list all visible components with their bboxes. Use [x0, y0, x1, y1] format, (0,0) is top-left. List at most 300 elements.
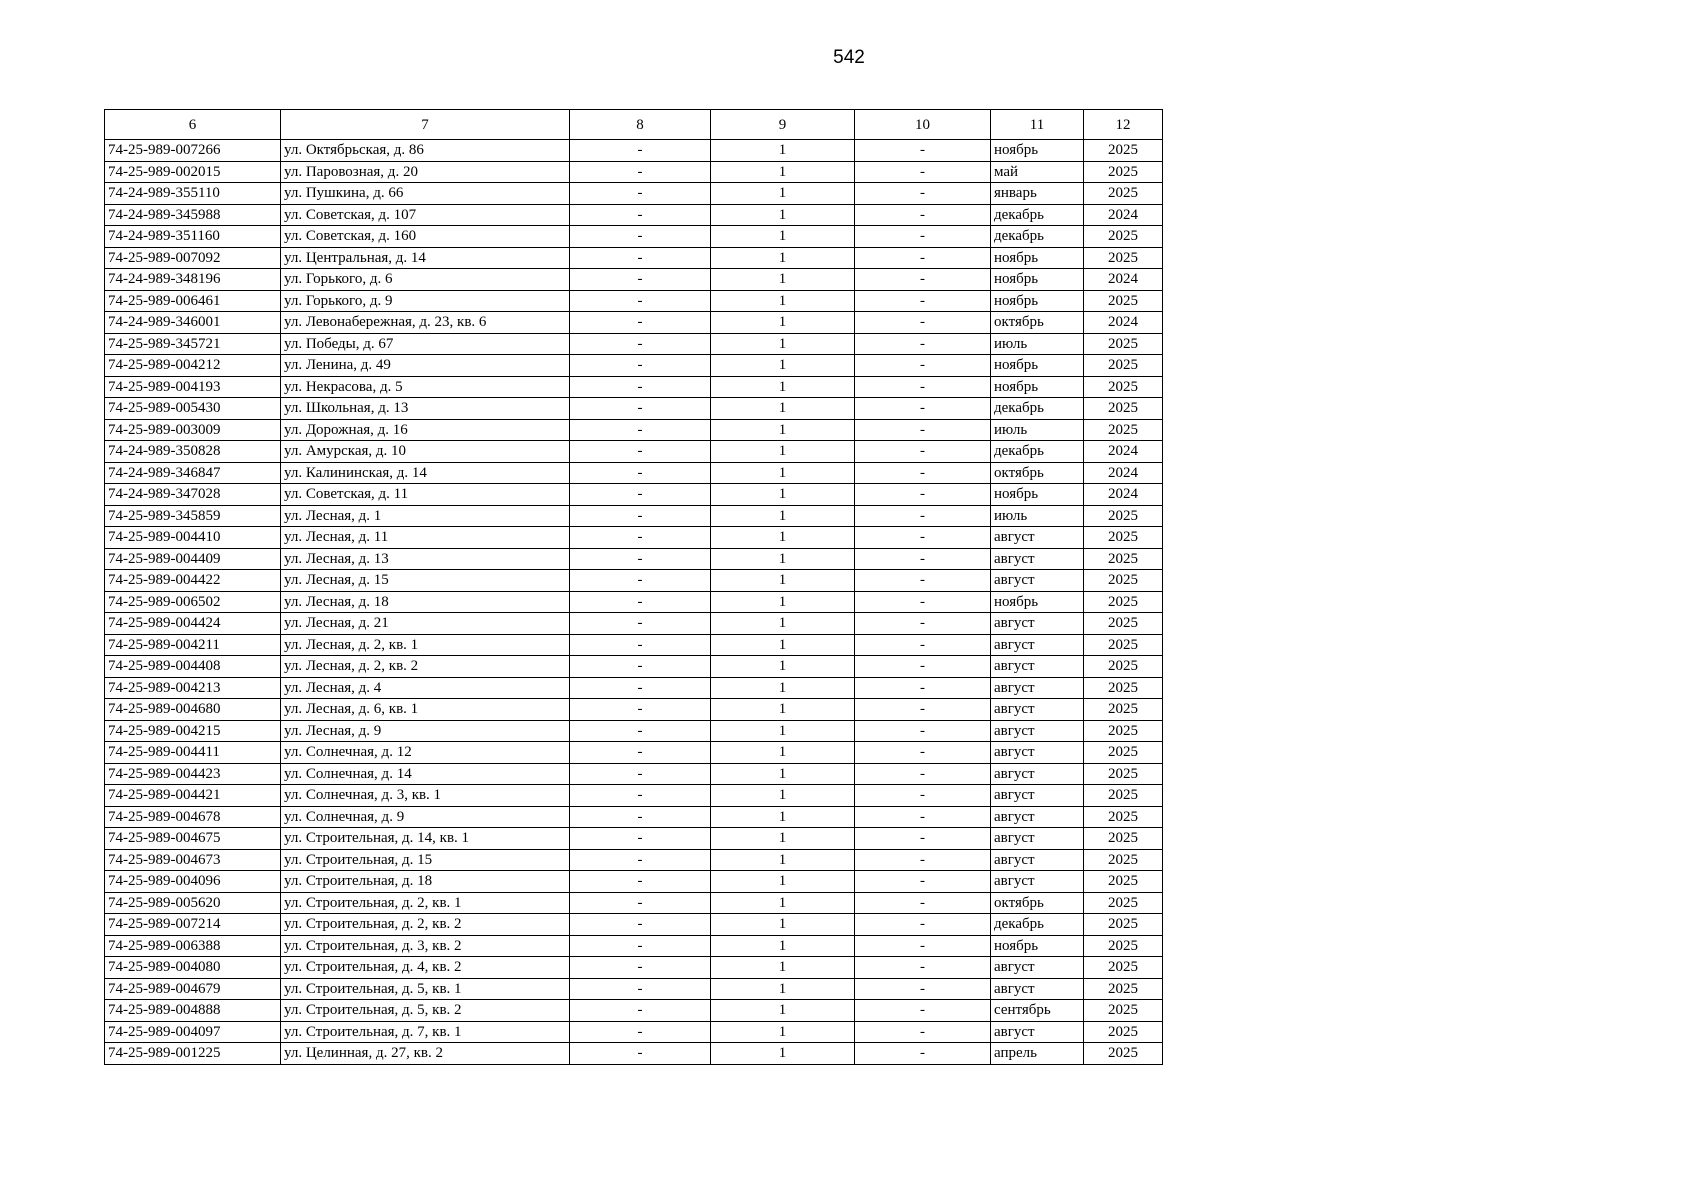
table-row: [105, 161, 1163, 183]
month-cell: август: [991, 785, 1084, 807]
address-cell: ул. Солнечная, д. 12: [281, 742, 570, 764]
col-10-cell: -: [855, 871, 991, 893]
cadastral-number-cell: 74-25-989-004212: [105, 355, 281, 377]
month-cell: октябрь: [991, 892, 1084, 914]
col-8-cell: -: [570, 806, 711, 828]
table-row: [105, 1043, 1163, 1065]
cadastral-number-cell: 74-25-989-004097: [105, 1021, 281, 1043]
table-row: [105, 914, 1163, 936]
table-row: [105, 398, 1163, 420]
quantity-cell: 1: [711, 312, 855, 334]
col-10-cell: -: [855, 419, 991, 441]
year-cell: 2025: [1084, 742, 1163, 764]
year-cell: 2025: [1084, 935, 1163, 957]
col-10-cell: -: [855, 527, 991, 549]
col-10-cell: -: [855, 226, 991, 248]
table-row: [105, 720, 1163, 742]
table-row: [105, 247, 1163, 269]
col-10-cell: -: [855, 677, 991, 699]
table-header: [105, 110, 1163, 140]
table-row: [105, 871, 1163, 893]
month-cell: август: [991, 548, 1084, 570]
col-8-cell: -: [570, 398, 711, 420]
header-cell-col-11: 11: [991, 110, 1084, 140]
address-cell: ул. Строительная, д. 7, кв. 1: [281, 1021, 570, 1043]
month-cell: май: [991, 161, 1084, 183]
address-cell: ул. Солнечная, д. 14: [281, 763, 570, 785]
month-cell: январь: [991, 183, 1084, 205]
month-cell: июль: [991, 419, 1084, 441]
table-row: [105, 204, 1163, 226]
address-cell: ул. Центральная, д. 14: [281, 247, 570, 269]
month-cell: ноябрь: [991, 355, 1084, 377]
cadastral-number-cell: 74-25-989-001225: [105, 1043, 281, 1065]
table-row: [105, 269, 1163, 291]
quantity-cell: 1: [711, 677, 855, 699]
col-10-cell: -: [855, 462, 991, 484]
quantity-cell: 1: [711, 527, 855, 549]
cadastral-number-cell: 74-25-989-004211: [105, 634, 281, 656]
col-10-cell: -: [855, 634, 991, 656]
table-row: [105, 548, 1163, 570]
cadastral-number-cell: 74-24-989-346847: [105, 462, 281, 484]
year-cell: 2025: [1084, 656, 1163, 678]
month-cell: декабрь: [991, 226, 1084, 248]
table-row: [105, 183, 1163, 205]
address-cell: ул. Некрасова, д. 5: [281, 376, 570, 398]
year-cell: 2025: [1084, 290, 1163, 312]
quantity-cell: 1: [711, 656, 855, 678]
month-cell: август: [991, 871, 1084, 893]
month-cell: август: [991, 763, 1084, 785]
quantity-cell: 1: [711, 570, 855, 592]
quantity-cell: 1: [711, 720, 855, 742]
year-cell: 2025: [1084, 527, 1163, 549]
col-8-cell: -: [570, 1043, 711, 1065]
col-8-cell: -: [570, 978, 711, 1000]
cadastral-number-cell: 74-25-989-004096: [105, 871, 281, 893]
year-cell: 2025: [1084, 226, 1163, 248]
col-10-cell: -: [855, 914, 991, 936]
cadastral-number-cell: 74-25-989-007214: [105, 914, 281, 936]
year-cell: 2025: [1084, 849, 1163, 871]
quantity-cell: 1: [711, 505, 855, 527]
address-cell: ул. Строительная, д. 2, кв. 1: [281, 892, 570, 914]
quantity-cell: 1: [711, 333, 855, 355]
year-cell: 2024: [1084, 204, 1163, 226]
year-cell: 2025: [1084, 914, 1163, 936]
quantity-cell: 1: [711, 849, 855, 871]
col-10-cell: -: [855, 849, 991, 871]
table-row: [105, 484, 1163, 506]
table-row: [105, 957, 1163, 979]
col-8-cell: -: [570, 591, 711, 613]
table-row: [105, 462, 1163, 484]
month-cell: декабрь: [991, 204, 1084, 226]
month-cell: ноябрь: [991, 935, 1084, 957]
cadastral-number-cell: 74-25-989-002015: [105, 161, 281, 183]
year-cell: 2025: [1084, 871, 1163, 893]
address-cell: ул. Лесная, д. 15: [281, 570, 570, 592]
col-8-cell: -: [570, 892, 711, 914]
year-cell: 2024: [1084, 484, 1163, 506]
month-cell: ноябрь: [991, 247, 1084, 269]
col-10-cell: -: [855, 484, 991, 506]
month-cell: октябрь: [991, 462, 1084, 484]
col-10-cell: -: [855, 505, 991, 527]
col-8-cell: -: [570, 226, 711, 248]
col-10-cell: -: [855, 892, 991, 914]
cadastral-number-cell: 74-25-989-004080: [105, 957, 281, 979]
month-cell: сентябрь: [991, 1000, 1084, 1022]
col-8-cell: -: [570, 140, 711, 162]
col-8-cell: -: [570, 312, 711, 334]
col-10-cell: -: [855, 183, 991, 205]
quantity-cell: 1: [711, 269, 855, 291]
address-cell: ул. Лесная, д. 13: [281, 548, 570, 570]
col-10-cell: -: [855, 656, 991, 678]
quantity-cell: 1: [711, 613, 855, 635]
month-cell: август: [991, 978, 1084, 1000]
cadastral-number-cell: 74-25-989-004423: [105, 763, 281, 785]
cadastral-number-cell: 74-25-989-005620: [105, 892, 281, 914]
col-10-cell: -: [855, 591, 991, 613]
quantity-cell: 1: [711, 226, 855, 248]
col-8-cell: -: [570, 484, 711, 506]
address-cell: ул. Дорожная, д. 16: [281, 419, 570, 441]
col-8-cell: -: [570, 849, 711, 871]
month-cell: август: [991, 957, 1084, 979]
table-row: [105, 527, 1163, 549]
quantity-cell: 1: [711, 376, 855, 398]
cadastral-number-cell: 74-25-989-004411: [105, 742, 281, 764]
col-8-cell: -: [570, 957, 711, 979]
table-row: [105, 376, 1163, 398]
address-cell: ул. Лесная, д. 11: [281, 527, 570, 549]
quantity-cell: 1: [711, 828, 855, 850]
address-cell: ул. Строительная, д. 14, кв. 1: [281, 828, 570, 850]
year-cell: 2025: [1084, 828, 1163, 850]
address-cell: ул. Строительная, д. 5, кв. 1: [281, 978, 570, 1000]
month-cell: август: [991, 699, 1084, 721]
col-10-cell: -: [855, 441, 991, 463]
col-8-cell: -: [570, 828, 711, 850]
quantity-cell: 1: [711, 978, 855, 1000]
address-cell: ул. Солнечная, д. 3, кв. 1: [281, 785, 570, 807]
col-10-cell: -: [855, 1021, 991, 1043]
address-cell: ул. Советская, д. 160: [281, 226, 570, 248]
table-row: [105, 355, 1163, 377]
cadastral-number-cell: 74-25-989-004422: [105, 570, 281, 592]
cadastral-number-cell: 74-25-989-004424: [105, 613, 281, 635]
table-row: [105, 892, 1163, 914]
table-row: [105, 634, 1163, 656]
col-8-cell: -: [570, 914, 711, 936]
quantity-cell: 1: [711, 548, 855, 570]
data-table: [104, 109, 1163, 1065]
col-10-cell: -: [855, 398, 991, 420]
year-cell: 2025: [1084, 677, 1163, 699]
month-cell: август: [991, 849, 1084, 871]
table-row: [105, 785, 1163, 807]
col-10-cell: -: [855, 957, 991, 979]
quantity-cell: 1: [711, 161, 855, 183]
col-10-cell: -: [855, 763, 991, 785]
table-body: [105, 140, 1163, 1065]
col-8-cell: -: [570, 441, 711, 463]
table-row: [105, 806, 1163, 828]
col-10-cell: -: [855, 333, 991, 355]
header-cell-col-6: 6: [105, 110, 281, 140]
table-row: [105, 1000, 1163, 1022]
quantity-cell: 1: [711, 462, 855, 484]
quantity-cell: 1: [711, 398, 855, 420]
month-cell: июль: [991, 505, 1084, 527]
year-cell: 2025: [1084, 634, 1163, 656]
cadastral-number-cell: 74-25-989-005430: [105, 398, 281, 420]
year-cell: 2025: [1084, 1021, 1163, 1043]
address-cell: ул. Победы, д. 67: [281, 333, 570, 355]
address-cell: ул. Лесная, д. 21: [281, 613, 570, 635]
year-cell: 2025: [1084, 1043, 1163, 1065]
cadastral-number-cell: 74-24-989-345988: [105, 204, 281, 226]
year-cell: 2025: [1084, 376, 1163, 398]
table-row: [105, 828, 1163, 850]
col-10-cell: -: [855, 699, 991, 721]
month-cell: ноябрь: [991, 290, 1084, 312]
address-cell: ул. Строительная, д. 4, кв. 2: [281, 957, 570, 979]
col-10-cell: -: [855, 161, 991, 183]
address-cell: ул. Советская, д. 107: [281, 204, 570, 226]
month-cell: декабрь: [991, 914, 1084, 936]
cadastral-number-cell: 74-25-989-004408: [105, 656, 281, 678]
header-cell-col-9: 9: [711, 110, 855, 140]
col-8-cell: -: [570, 419, 711, 441]
col-8-cell: -: [570, 161, 711, 183]
col-10-cell: -: [855, 978, 991, 1000]
table-row: [105, 419, 1163, 441]
quantity-cell: 1: [711, 634, 855, 656]
header-row: [105, 110, 1163, 140]
cadastral-number-cell: 74-25-989-003009: [105, 419, 281, 441]
year-cell: 2025: [1084, 505, 1163, 527]
col-8-cell: -: [570, 204, 711, 226]
col-10-cell: -: [855, 1043, 991, 1065]
col-8-cell: -: [570, 699, 711, 721]
table-row: [105, 978, 1163, 1000]
col-8-cell: -: [570, 935, 711, 957]
year-cell: 2025: [1084, 419, 1163, 441]
table-row: [105, 742, 1163, 764]
cadastral-number-cell: 74-24-989-350828: [105, 441, 281, 463]
cadastral-number-cell: 74-25-989-006388: [105, 935, 281, 957]
year-cell: 2025: [1084, 978, 1163, 1000]
col-10-cell: -: [855, 376, 991, 398]
cadastral-number-cell: 74-24-989-355110: [105, 183, 281, 205]
year-cell: 2025: [1084, 892, 1163, 914]
col-8-cell: -: [570, 548, 711, 570]
table-row: [105, 677, 1163, 699]
quantity-cell: 1: [711, 957, 855, 979]
table-row: [105, 505, 1163, 527]
address-cell: ул. Лесная, д. 2, кв. 1: [281, 634, 570, 656]
address-cell: ул. Строительная, д. 18: [281, 871, 570, 893]
cadastral-number-cell: 74-25-989-004410: [105, 527, 281, 549]
col-10-cell: -: [855, 355, 991, 377]
quantity-cell: 1: [711, 742, 855, 764]
col-10-cell: -: [855, 548, 991, 570]
table-row: [105, 849, 1163, 871]
table-row: [105, 935, 1163, 957]
quantity-cell: 1: [711, 1000, 855, 1022]
year-cell: 2025: [1084, 333, 1163, 355]
month-cell: август: [991, 656, 1084, 678]
year-cell: 2025: [1084, 785, 1163, 807]
cadastral-number-cell: 74-25-989-006502: [105, 591, 281, 613]
address-cell: ул. Солнечная, д. 9: [281, 806, 570, 828]
address-cell: ул. Калининская, д. 14: [281, 462, 570, 484]
cadastral-number-cell: 74-25-989-004213: [105, 677, 281, 699]
header-cell-col-8: 8: [570, 110, 711, 140]
quantity-cell: 1: [711, 892, 855, 914]
quantity-cell: 1: [711, 871, 855, 893]
address-cell: ул. Паровозная, д. 20: [281, 161, 570, 183]
month-cell: ноябрь: [991, 376, 1084, 398]
quantity-cell: 1: [711, 763, 855, 785]
col-10-cell: -: [855, 785, 991, 807]
month-cell: август: [991, 677, 1084, 699]
month-cell: декабрь: [991, 398, 1084, 420]
table-row: [105, 312, 1163, 334]
col-10-cell: -: [855, 204, 991, 226]
cadastral-number-cell: 74-25-989-004675: [105, 828, 281, 850]
table-row: [105, 1021, 1163, 1043]
table-row: [105, 290, 1163, 312]
month-cell: ноябрь: [991, 269, 1084, 291]
quantity-cell: 1: [711, 441, 855, 463]
quantity-cell: 1: [711, 419, 855, 441]
col-8-cell: -: [570, 1021, 711, 1043]
cadastral-number-cell: 74-25-989-007092: [105, 247, 281, 269]
address-cell: ул. Лесная, д. 9: [281, 720, 570, 742]
col-8-cell: -: [570, 570, 711, 592]
year-cell: 2025: [1084, 720, 1163, 742]
address-cell: ул. Строительная, д. 2, кв. 2: [281, 914, 570, 936]
page-number: 542: [833, 47, 865, 68]
col-8-cell: -: [570, 376, 711, 398]
year-cell: 2025: [1084, 161, 1163, 183]
address-cell: ул. Советская, д. 11: [281, 484, 570, 506]
col-10-cell: -: [855, 806, 991, 828]
year-cell: 2025: [1084, 247, 1163, 269]
quantity-cell: 1: [711, 591, 855, 613]
address-cell: ул. Целинная, д. 27, кв. 2: [281, 1043, 570, 1065]
address-cell: ул. Лесная, д. 2, кв. 2: [281, 656, 570, 678]
cadastral-number-cell: 74-25-989-004673: [105, 849, 281, 871]
year-cell: 2024: [1084, 462, 1163, 484]
month-cell: август: [991, 806, 1084, 828]
col-8-cell: -: [570, 505, 711, 527]
month-cell: август: [991, 720, 1084, 742]
cadastral-number-cell: 74-25-989-004680: [105, 699, 281, 721]
table-row: [105, 699, 1163, 721]
address-cell: ул. Строительная, д. 3, кв. 2: [281, 935, 570, 957]
year-cell: 2025: [1084, 1000, 1163, 1022]
cadastral-number-cell: 74-25-989-006461: [105, 290, 281, 312]
month-cell: апрель: [991, 1043, 1084, 1065]
col-8-cell: -: [570, 1000, 711, 1022]
col-10-cell: -: [855, 269, 991, 291]
quantity-cell: 1: [711, 484, 855, 506]
quantity-cell: 1: [711, 806, 855, 828]
cadastral-number-cell: 74-25-989-345721: [105, 333, 281, 355]
header-cell-col-10: 10: [855, 110, 991, 140]
col-8-cell: -: [570, 742, 711, 764]
address-cell: ул. Октябрьская, д. 86: [281, 140, 570, 162]
address-cell: ул. Пушкина, д. 66: [281, 183, 570, 205]
month-cell: август: [991, 1021, 1084, 1043]
col-8-cell: -: [570, 871, 711, 893]
quantity-cell: 1: [711, 914, 855, 936]
col-8-cell: -: [570, 355, 711, 377]
header-cell-col-12: 12: [1084, 110, 1163, 140]
month-cell: июль: [991, 333, 1084, 355]
quantity-cell: 1: [711, 355, 855, 377]
cadastral-number-cell: 74-25-989-004421: [105, 785, 281, 807]
year-cell: 2025: [1084, 183, 1163, 205]
cadastral-number-cell: 74-24-989-348196: [105, 269, 281, 291]
address-cell: ул. Лесная, д. 6, кв. 1: [281, 699, 570, 721]
cadastral-number-cell: 74-25-989-004215: [105, 720, 281, 742]
cadastral-number-cell: 74-25-989-004409: [105, 548, 281, 570]
col-8-cell: -: [570, 290, 711, 312]
col-8-cell: -: [570, 677, 711, 699]
month-cell: ноябрь: [991, 591, 1084, 613]
table-row: [105, 441, 1163, 463]
year-cell: 2025: [1084, 613, 1163, 635]
quantity-cell: 1: [711, 204, 855, 226]
year-cell: 2024: [1084, 269, 1163, 291]
table-row: [105, 763, 1163, 785]
quantity-cell: 1: [711, 785, 855, 807]
month-cell: август: [991, 828, 1084, 850]
col-10-cell: -: [855, 935, 991, 957]
month-cell: октябрь: [991, 312, 1084, 334]
month-cell: август: [991, 570, 1084, 592]
quantity-cell: 1: [711, 140, 855, 162]
month-cell: август: [991, 742, 1084, 764]
quantity-cell: 1: [711, 290, 855, 312]
year-cell: 2025: [1084, 699, 1163, 721]
cadastral-number-cell: 74-24-989-351160: [105, 226, 281, 248]
year-cell: 2025: [1084, 957, 1163, 979]
col-8-cell: -: [570, 183, 711, 205]
col-10-cell: -: [855, 742, 991, 764]
year-cell: 2025: [1084, 355, 1163, 377]
quantity-cell: 1: [711, 935, 855, 957]
year-cell: 2025: [1084, 570, 1163, 592]
table-row: [105, 591, 1163, 613]
month-cell: август: [991, 634, 1084, 656]
col-8-cell: -: [570, 785, 711, 807]
table-row: [105, 613, 1163, 635]
month-cell: август: [991, 613, 1084, 635]
year-cell: 2025: [1084, 140, 1163, 162]
col-10-cell: -: [855, 570, 991, 592]
col-10-cell: -: [855, 290, 991, 312]
address-cell: ул. Школьная, д. 13: [281, 398, 570, 420]
table-row: [105, 656, 1163, 678]
